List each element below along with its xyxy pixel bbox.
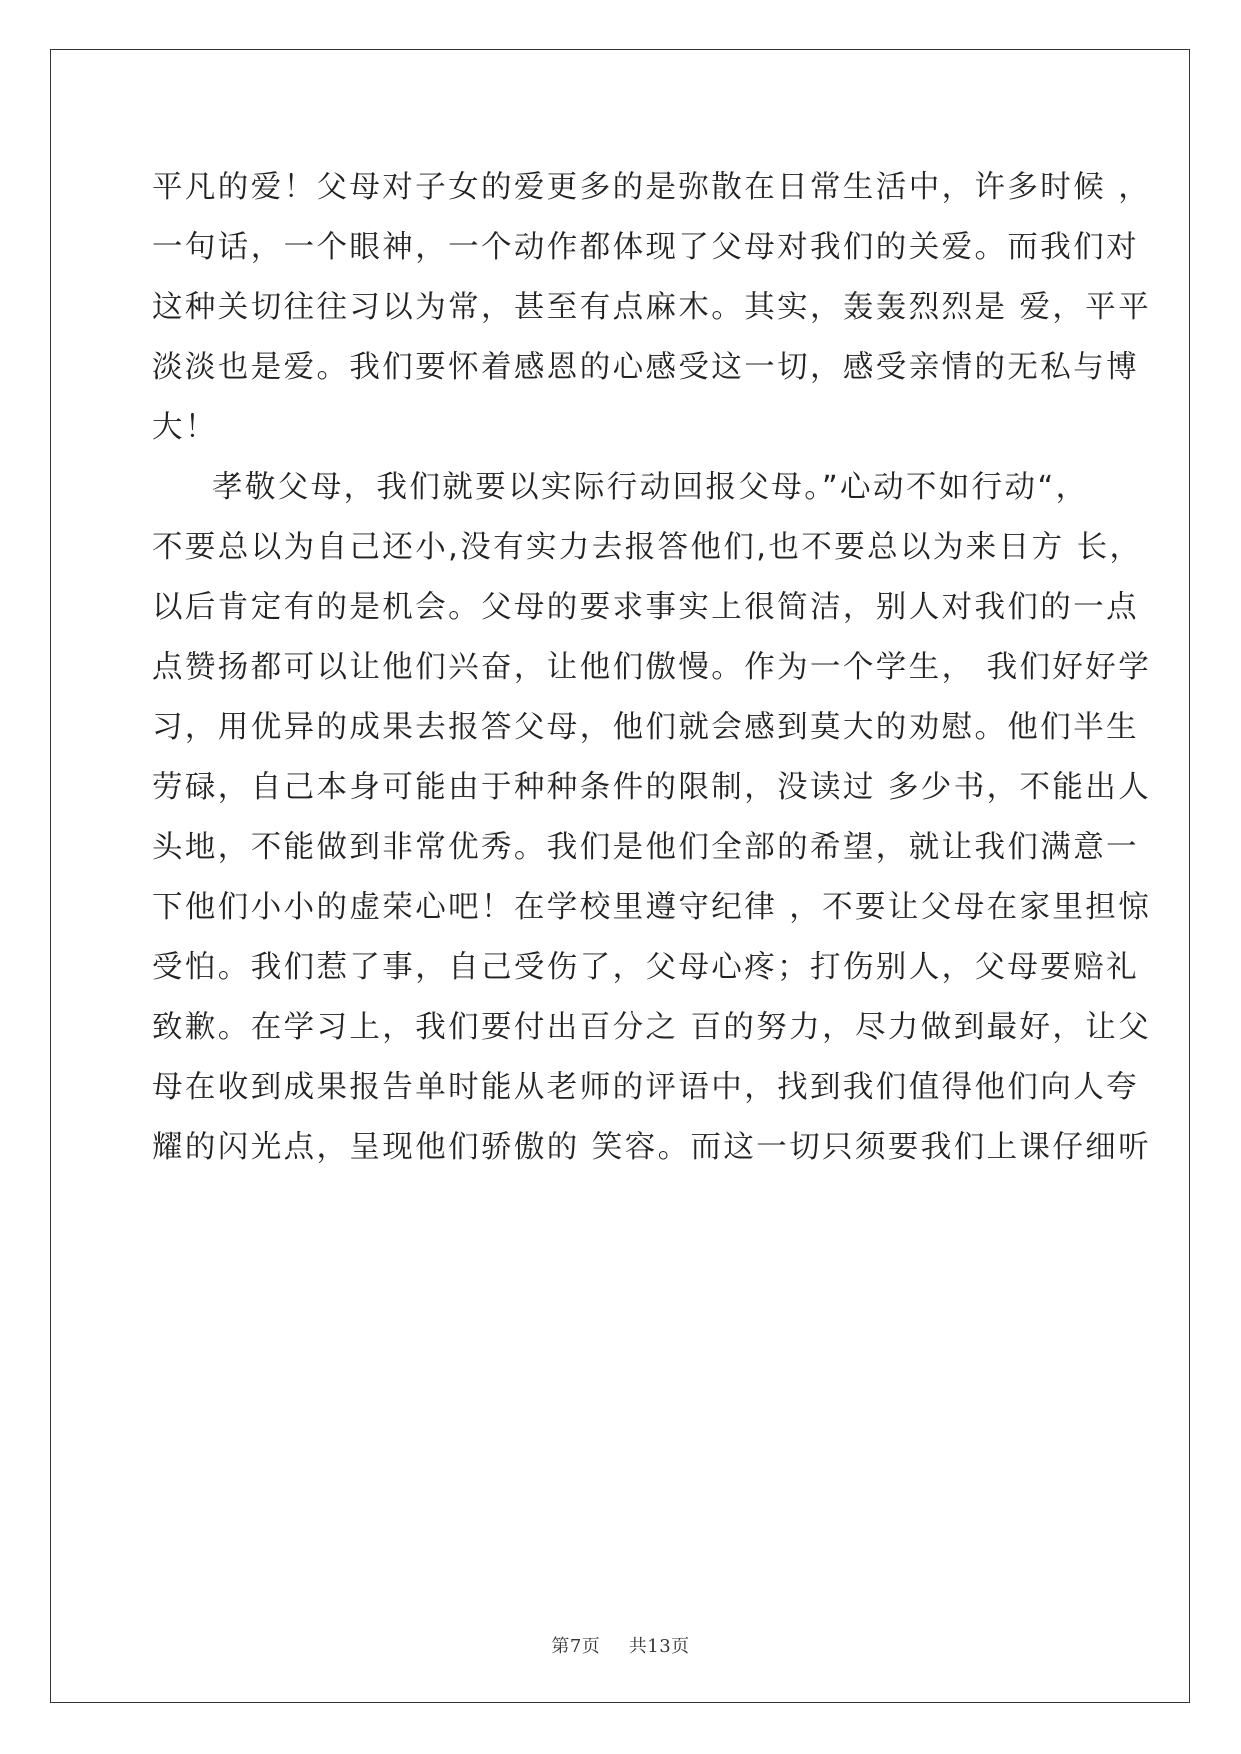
text-line: 大！: [152, 410, 218, 445]
text-line: 耀的闪光点，呈现他们骄傲的 笑容。而这一切只须要我们上课仔细听: [152, 1130, 1152, 1165]
text-line: 淡淡也是爱。我们要怀着感恩的心感受这一切，感受亲情的无私与博: [152, 350, 1139, 385]
paragraph-first-line: 孝敬父母，我们就要以实际行动回报父母。”心动不如行动“，: [212, 470, 1089, 505]
text-line: 平凡的爱！父母对子女的爱更多的是弥散在日常生活中，许多时候 ，: [152, 170, 1152, 205]
text-line: 劳碌，自己本身可能由于种种条件的限制，没读过 多少书，不能出人: [152, 770, 1152, 805]
text-line: 以后肯定有的是机会。父母的要求事实上很简洁，别人对我们的一点: [152, 590, 1139, 625]
text-line: 这种关切往往习以为常，甚至有点麻木。其实，轰轰烈烈是 爱，平平: [152, 290, 1152, 325]
text-line: 一句话，一个眼神，一个动作都体现了父母对我们的关爱。而我们对: [152, 230, 1139, 265]
text-line: 点赞扬都可以让他们兴奋，让他们傲慢。作为一个学生， 我们好好学: [152, 650, 1152, 685]
text-line: 习，用优异的成果去报答父母，他们就会感到莫大的劝慰。他们半生: [152, 710, 1139, 745]
text-line: 不要总以为自己还小,没有实力去报答他们,也不要总以为来日方 长，: [152, 530, 1143, 565]
text-line: 下他们小小的虚荣心吧！在学校里遵守纪律 ，不要让父母在家里担惊: [152, 890, 1152, 925]
total-pages: 共13页: [628, 1636, 690, 1657]
text-line: 头地，不能做到非常优秀。我们是他们全部的希望，就让我们满意一: [152, 830, 1139, 865]
text-line: 受怕。我们惹了事，自己受伤了，父母心疼；打伤别人，父母要赔礼: [152, 950, 1139, 985]
text-line: 致歉。在学习上，我们要付出百分之 百的努力，尽力做到最好，让父: [152, 1010, 1152, 1045]
page-footer: [0, 1632, 1241, 1658]
text-line: 母在收到成果报告单时能从老师的评语中，找到我们值得他们向人夸: [152, 1070, 1139, 1105]
page-number: 第7页: [551, 1636, 601, 1657]
